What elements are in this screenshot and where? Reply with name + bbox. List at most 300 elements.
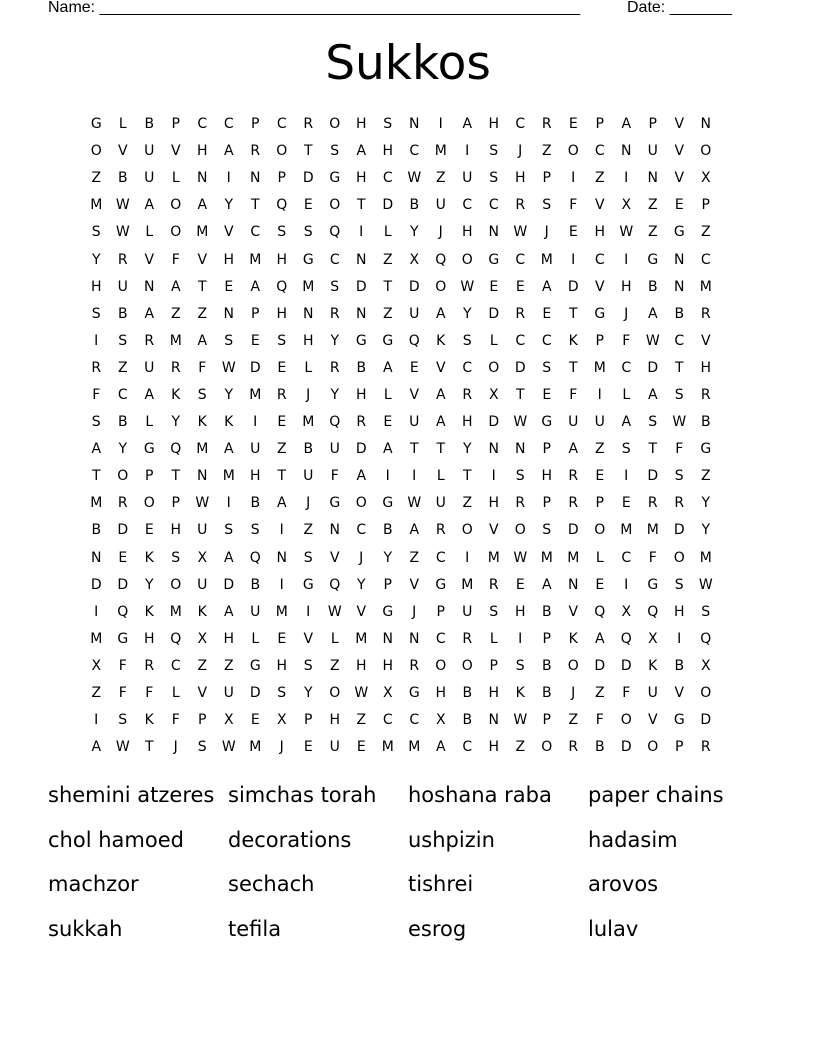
grid-row bbox=[83, 653, 735, 680]
grid-letter: W bbox=[407, 495, 422, 512]
grid-letter: Z bbox=[594, 685, 605, 702]
grid-letter: H bbox=[223, 251, 235, 268]
grid-letter: R bbox=[541, 116, 552, 133]
grid-letter: R bbox=[276, 386, 287, 403]
grid-letter: D bbox=[488, 305, 500, 322]
grid-letter: L bbox=[171, 685, 180, 702]
grid-letter: I bbox=[624, 468, 629, 485]
grid-letter: F bbox=[622, 332, 631, 349]
grid-letter: A bbox=[223, 143, 234, 160]
grid-letter: E bbox=[303, 197, 313, 214]
grid-letter: H bbox=[488, 685, 500, 702]
grid-letter: D bbox=[700, 712, 712, 729]
grid-letter: B bbox=[382, 522, 393, 539]
grid-letter: A bbox=[91, 441, 102, 458]
grid-letter: O bbox=[435, 657, 447, 674]
grid-letter: T bbox=[91, 468, 101, 485]
grid-letter: U bbox=[647, 143, 658, 160]
grid-letter: D bbox=[249, 685, 261, 702]
grid-letter: X bbox=[382, 685, 393, 702]
grid-letter: X bbox=[409, 251, 420, 268]
grid-letter: G bbox=[541, 414, 553, 431]
grid-letter: R bbox=[515, 197, 526, 214]
grid-letter: E bbox=[542, 305, 552, 322]
grid-letter: F bbox=[675, 441, 684, 458]
grid-letter: V bbox=[197, 685, 208, 702]
grid-letter: O bbox=[461, 251, 473, 268]
grid-letter: Z bbox=[382, 251, 393, 268]
grid-letter: M bbox=[646, 522, 659, 539]
grid-letter: M bbox=[249, 739, 262, 756]
grid-letter: F bbox=[330, 468, 339, 485]
grid-letter: X bbox=[700, 170, 711, 187]
grid-letter: H bbox=[541, 468, 553, 485]
grid-letter: A bbox=[621, 116, 632, 133]
grid-letter: M bbox=[699, 278, 712, 295]
grid-letter: M bbox=[90, 495, 103, 512]
grid-letter: B bbox=[409, 197, 420, 214]
grid-letter: B bbox=[674, 657, 685, 674]
grid-letter: Q bbox=[117, 603, 129, 620]
grid-letter: A bbox=[382, 359, 393, 376]
header-line bbox=[48, 0, 748, 20]
grid-letter: Z bbox=[91, 170, 102, 187]
grid-letter: Q bbox=[408, 332, 420, 349]
grid-letter: H bbox=[620, 278, 632, 295]
grid-letter: E bbox=[515, 278, 525, 295]
grid-letter: U bbox=[144, 170, 155, 187]
grid-letter: H bbox=[435, 685, 447, 702]
grid-letter: Z bbox=[91, 685, 102, 702]
grid-letter: H bbox=[382, 143, 394, 160]
grid-letter: L bbox=[489, 332, 498, 349]
grid-letter: G bbox=[382, 332, 394, 349]
grid-letter: G bbox=[117, 630, 129, 647]
grid-letter: W bbox=[619, 224, 634, 241]
grid-letter: D bbox=[355, 441, 367, 458]
grid-letter: I bbox=[624, 170, 629, 187]
grid-letter: F bbox=[622, 685, 631, 702]
grid-letter: W bbox=[115, 197, 130, 214]
grid-letter: N bbox=[409, 630, 420, 647]
grid-letter: I bbox=[253, 414, 258, 431]
grid-letter: X bbox=[223, 712, 234, 729]
grid-letter: S bbox=[303, 224, 313, 241]
grid-letter: C bbox=[462, 197, 473, 214]
grid-letter: S bbox=[118, 712, 128, 729]
grid-letter: A bbox=[541, 278, 552, 295]
grid-letter: O bbox=[329, 197, 341, 214]
grid-letter: Z bbox=[700, 224, 711, 241]
grid-letter: X bbox=[621, 197, 632, 214]
grid-letter: T bbox=[436, 441, 446, 458]
grid-letter: Z bbox=[197, 305, 208, 322]
grid-letter: B bbox=[91, 522, 102, 539]
grid-letter: V bbox=[409, 386, 420, 403]
grid-letter: M bbox=[302, 414, 315, 431]
grid-letter: G bbox=[594, 305, 606, 322]
grid-letter: A bbox=[409, 522, 420, 539]
grid-letter: D bbox=[647, 359, 659, 376]
grid-letter: Y bbox=[91, 251, 101, 268]
grid-row bbox=[83, 111, 735, 138]
grid-letter: G bbox=[329, 170, 341, 187]
grid-letter: R bbox=[700, 386, 711, 403]
grid-letter: B bbox=[117, 170, 128, 187]
grid-letter: C bbox=[515, 251, 526, 268]
grid-letter: E bbox=[356, 739, 366, 756]
grid-letter: S bbox=[303, 657, 313, 674]
name-field-label: Name: ______________________________________________________ bbox=[48, 0, 581, 16]
grid-letter: B bbox=[541, 657, 552, 674]
grid-letter: H bbox=[461, 414, 473, 431]
grid-letter: S bbox=[621, 441, 631, 458]
grid-letter: C bbox=[197, 116, 208, 133]
grid-letter: Z bbox=[117, 359, 128, 376]
grid-letter: P bbox=[542, 495, 551, 512]
grid-letter: K bbox=[144, 549, 154, 566]
grid-letter: S bbox=[118, 332, 128, 349]
grid-letter: D bbox=[567, 278, 579, 295]
word-bank-item: chol hamoed bbox=[48, 827, 184, 852]
grid-letter: E bbox=[250, 712, 260, 729]
grid-letter: Z bbox=[700, 468, 711, 485]
grid-letter: D bbox=[117, 576, 129, 593]
grid-letter: R bbox=[488, 576, 499, 593]
grid-letter: U bbox=[409, 305, 420, 322]
grid-letter: F bbox=[569, 197, 578, 214]
grid-letter: J bbox=[438, 224, 443, 241]
grid-letter: E bbox=[144, 522, 154, 539]
grid-letter: N bbox=[488, 712, 499, 729]
grid-letter: V bbox=[329, 549, 340, 566]
grid-letter: F bbox=[595, 712, 604, 729]
grid-letter: T bbox=[648, 441, 658, 458]
grid-letter: D bbox=[117, 522, 129, 539]
word-bank bbox=[48, 777, 768, 955]
grid-letter: C bbox=[515, 116, 526, 133]
grid-letter: C bbox=[329, 251, 340, 268]
grid-letter: N bbox=[144, 278, 155, 295]
grid-row bbox=[83, 626, 735, 653]
grid-letter: L bbox=[304, 359, 313, 376]
grid-letter: Y bbox=[118, 441, 128, 458]
grid-letter: S bbox=[91, 224, 101, 241]
grid-letter: N bbox=[276, 549, 287, 566]
grid-letter: O bbox=[329, 685, 341, 702]
grid-letter: B bbox=[700, 414, 711, 431]
grid-letter: T bbox=[303, 143, 313, 160]
grid-letter: O bbox=[117, 468, 129, 485]
grid-letter: W bbox=[221, 739, 236, 756]
grid-letter: A bbox=[223, 441, 234, 458]
grid-letter: W bbox=[195, 495, 210, 512]
grid-letter: N bbox=[674, 278, 685, 295]
grid-letter: S bbox=[648, 414, 658, 431]
grid-letter: I bbox=[359, 224, 364, 241]
grid-letter: O bbox=[435, 278, 447, 295]
grid-letter: A bbox=[356, 143, 367, 160]
grid-letter: G bbox=[673, 224, 685, 241]
grid-letter: I bbox=[279, 576, 284, 593]
grid-letter: M bbox=[593, 359, 606, 376]
date-field-label: Date: _______ bbox=[627, 0, 732, 16]
grid-letter: E bbox=[224, 278, 234, 295]
grid-letter: H bbox=[276, 305, 288, 322]
grid-letter: D bbox=[90, 576, 102, 593]
grid-letter: M bbox=[408, 739, 421, 756]
grid-letter: B bbox=[462, 712, 473, 729]
grid-letter: B bbox=[250, 576, 261, 593]
grid-letter: G bbox=[435, 576, 447, 593]
grid-letter: O bbox=[355, 495, 367, 512]
grid-letter: L bbox=[489, 630, 498, 647]
grid-letter: T bbox=[462, 468, 472, 485]
grid-letter: Q bbox=[620, 630, 632, 647]
grid-letter: P bbox=[542, 630, 551, 647]
grid-letter: U bbox=[435, 197, 446, 214]
grid-letter: P bbox=[701, 197, 710, 214]
grid-letter: I bbox=[385, 468, 390, 485]
word-bank-item: decorations bbox=[228, 827, 352, 852]
grid-letter: X bbox=[276, 712, 287, 729]
grid-letter: H bbox=[355, 386, 367, 403]
grid-letter: A bbox=[144, 305, 155, 322]
grid-row bbox=[83, 409, 735, 436]
grid-letter: H bbox=[170, 522, 182, 539]
grid-letter: A bbox=[276, 495, 287, 512]
grid-letter: O bbox=[170, 197, 182, 214]
grid-row bbox=[83, 165, 735, 192]
grid-letter: F bbox=[648, 549, 657, 566]
grid-letter: W bbox=[513, 712, 528, 729]
grid-letter: S bbox=[224, 522, 234, 539]
grid-letter: L bbox=[145, 224, 154, 241]
grid-letter: A bbox=[250, 278, 261, 295]
grid-letter: N bbox=[674, 251, 685, 268]
grid-letter: A bbox=[435, 305, 446, 322]
grid-letter: Z bbox=[435, 170, 446, 187]
grid-letter: E bbox=[118, 549, 128, 566]
grid-letter: T bbox=[144, 739, 154, 756]
grid-letter: J bbox=[412, 603, 417, 620]
grid-row bbox=[83, 599, 735, 626]
grid-letter: P bbox=[145, 468, 154, 485]
grid-letter: U bbox=[223, 685, 234, 702]
grid-letter: S bbox=[542, 522, 552, 539]
grid-letter: E bbox=[277, 359, 287, 376]
grid-letter: B bbox=[541, 603, 552, 620]
grid-letter: P bbox=[383, 576, 392, 593]
grid-letter: U bbox=[197, 576, 208, 593]
grid-row bbox=[83, 192, 735, 219]
grid-letter: M bbox=[196, 441, 209, 458]
grid-letter: Y bbox=[409, 224, 419, 241]
grid-letter: W bbox=[460, 278, 475, 295]
grid-letter: Z bbox=[329, 657, 340, 674]
grid-letter: G bbox=[302, 251, 314, 268]
grid-letter: B bbox=[250, 495, 261, 512]
grid-letter: O bbox=[143, 495, 155, 512]
word-bank-item: esrog bbox=[408, 916, 467, 941]
grid-row bbox=[83, 490, 735, 517]
grid-letter: L bbox=[383, 386, 392, 403]
grid-letter: Y bbox=[330, 386, 340, 403]
grid-letter: A bbox=[144, 386, 155, 403]
grid-letter: K bbox=[568, 332, 578, 349]
grid-letter: U bbox=[568, 414, 579, 431]
word-bank-item: arovos bbox=[588, 872, 659, 896]
grid-letter: C bbox=[594, 143, 605, 160]
grid-letter: R bbox=[250, 143, 261, 160]
grid-letter: Q bbox=[249, 549, 261, 566]
grid-letter: R bbox=[170, 359, 181, 376]
grid-letter: U bbox=[329, 441, 340, 458]
grid-letter: O bbox=[276, 143, 288, 160]
grid-letter: A bbox=[594, 630, 605, 647]
grid-letter: B bbox=[144, 116, 155, 133]
grid-letter: N bbox=[409, 116, 420, 133]
grid-letter: D bbox=[302, 170, 314, 187]
grid-letter: V bbox=[647, 712, 658, 729]
grid-letter: E bbox=[409, 359, 419, 376]
grid-letter: M bbox=[540, 549, 553, 566]
grid-letter: U bbox=[197, 522, 208, 539]
grid-letter: G bbox=[700, 441, 712, 458]
grid-letter: Z bbox=[647, 197, 658, 214]
grid-letter: Z bbox=[409, 549, 420, 566]
grid-letter: P bbox=[198, 712, 207, 729]
grid-letter: V bbox=[674, 116, 685, 133]
grid-row bbox=[83, 680, 735, 707]
grid-letter: K bbox=[568, 630, 578, 647]
grid-letter: D bbox=[620, 739, 632, 756]
grid-letter: M bbox=[249, 386, 262, 403]
grid-letter: F bbox=[92, 386, 101, 403]
grid-letter: C bbox=[462, 739, 473, 756]
grid-row bbox=[83, 219, 735, 246]
grid-letter: S bbox=[489, 603, 499, 620]
grid-letter: U bbox=[462, 603, 473, 620]
grid-letter: Z bbox=[223, 657, 234, 674]
grid-letter: C bbox=[170, 657, 181, 674]
grid-letter: H bbox=[329, 712, 341, 729]
grid-letter: P bbox=[304, 712, 313, 729]
grid-letter: C bbox=[541, 332, 552, 349]
grid-letter: D bbox=[673, 522, 685, 539]
grid-letter: T bbox=[568, 359, 578, 376]
grid-letter: X bbox=[700, 657, 711, 674]
grid-letter: A bbox=[223, 603, 234, 620]
grid-letter: R bbox=[568, 468, 579, 485]
grid-row bbox=[83, 382, 735, 409]
grid-letter: I bbox=[279, 522, 284, 539]
grid-letter: O bbox=[567, 657, 579, 674]
grid-letter: Z bbox=[594, 170, 605, 187]
grid-letter: J bbox=[359, 549, 364, 566]
grid-letter: K bbox=[144, 712, 154, 729]
grid-letter: N bbox=[382, 630, 393, 647]
grid-letter: V bbox=[674, 170, 685, 187]
grid-letter: M bbox=[567, 549, 580, 566]
grid-letter: G bbox=[143, 441, 155, 458]
grid-letter: L bbox=[436, 468, 445, 485]
grid-letter: V bbox=[356, 603, 367, 620]
grid-letter: Y bbox=[224, 386, 234, 403]
grid-letter: J bbox=[571, 685, 576, 702]
grid-letter: K bbox=[197, 603, 207, 620]
grid-letter: S bbox=[250, 522, 260, 539]
grid-letter: M bbox=[196, 224, 209, 241]
grid-letter: S bbox=[330, 143, 340, 160]
grid-row bbox=[83, 355, 735, 382]
word-bank-item: hoshana raba bbox=[408, 783, 552, 807]
grid-letter: P bbox=[489, 657, 498, 674]
grid-letter: N bbox=[621, 143, 632, 160]
grid-letter: C bbox=[382, 170, 393, 187]
word-bank-item: hadasim bbox=[588, 827, 678, 852]
grid-letter: Z bbox=[462, 495, 473, 512]
grid-letter: U bbox=[647, 685, 658, 702]
grid-letter: K bbox=[648, 657, 658, 674]
word-bank-item: machzor bbox=[48, 872, 139, 896]
grid-letter: T bbox=[171, 468, 181, 485]
grid-letter: C bbox=[488, 197, 499, 214]
grid-letter: E bbox=[250, 332, 260, 349]
grid-letter: O bbox=[461, 657, 473, 674]
grid-letter: M bbox=[381, 739, 394, 756]
grid-letter: B bbox=[647, 278, 658, 295]
grid-letter: V bbox=[488, 522, 499, 539]
grid-row bbox=[83, 572, 735, 599]
grid-letter: M bbox=[302, 278, 315, 295]
grid-letter: Z bbox=[568, 712, 579, 729]
grid-letter: D bbox=[382, 197, 394, 214]
grid-letter: Y bbox=[701, 495, 711, 512]
grid-letter: U bbox=[250, 603, 261, 620]
grid-letter: G bbox=[647, 576, 659, 593]
grid-letter: V bbox=[223, 224, 234, 241]
grid-letter: C bbox=[621, 549, 632, 566]
grid-letter: Q bbox=[170, 441, 182, 458]
grid-letter: L bbox=[383, 224, 392, 241]
grid-letter: Z bbox=[541, 143, 552, 160]
grid-letter: E bbox=[489, 278, 499, 295]
grid-letter: W bbox=[221, 359, 236, 376]
word-bank-item: sechach bbox=[228, 872, 315, 896]
grid-letter: R bbox=[568, 495, 579, 512]
grid-letter: I bbox=[491, 468, 496, 485]
grid-letter: K bbox=[144, 603, 154, 620]
grid-letter: W bbox=[513, 224, 528, 241]
grid-letter: K bbox=[436, 332, 446, 349]
word-bank-item: tefila bbox=[228, 916, 282, 941]
grid-letter: H bbox=[143, 630, 155, 647]
grid-letter: B bbox=[356, 359, 367, 376]
grid-letter: F bbox=[118, 685, 127, 702]
grid-letter: T bbox=[356, 197, 366, 214]
grid-letter: R bbox=[462, 630, 473, 647]
grid-letter: S bbox=[489, 170, 499, 187]
grid-letter: N bbox=[303, 305, 314, 322]
grid-letter: N bbox=[329, 522, 340, 539]
grid-letter: Y bbox=[224, 197, 234, 214]
grid-letter: Q bbox=[700, 630, 712, 647]
grid-letter: A bbox=[91, 739, 102, 756]
grid-letter: J bbox=[306, 495, 311, 512]
grid-letter: Z bbox=[303, 522, 314, 539]
grid-letter: R bbox=[647, 495, 658, 512]
